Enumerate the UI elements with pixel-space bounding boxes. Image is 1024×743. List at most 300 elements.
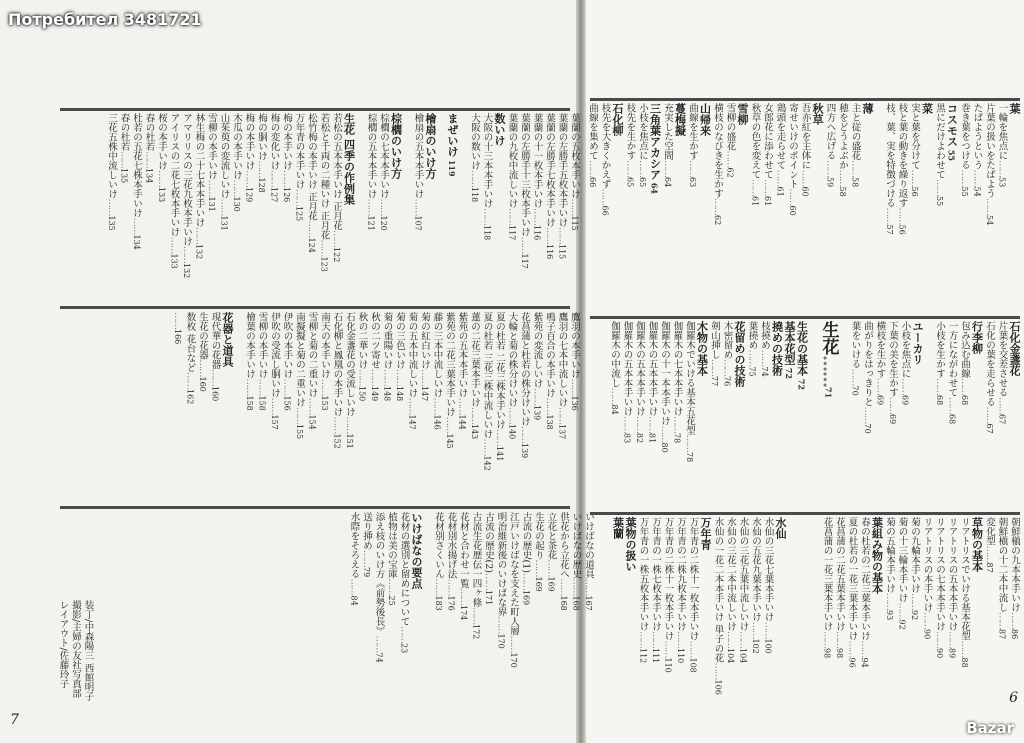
leader-dots: ……: [131, 217, 142, 235]
leader-dots: ……: [544, 227, 555, 244]
toc-entry: [256, 113, 267, 301]
leader-dots: ……: [469, 407, 480, 424]
leader-dots: ……: [331, 416, 343, 434]
toc-entry-title: 送り挿め: [361, 512, 372, 550]
toc-entry-title: 石化金盞花の受流しいけ: [344, 312, 355, 417]
leader-dots: ……: [495, 616, 507, 634]
toc-entry-title: ユーカリ: [911, 321, 924, 365]
toc-entry-title: 伽羅木の五本本手いけ: [634, 321, 645, 416]
toc-entry: [496, 512, 507, 702]
toc-entry: [546, 512, 557, 702]
toc-entry-title: 小枝を生かす: [934, 321, 945, 378]
left-lower-rule: [60, 506, 570, 509]
leader-dots: ……: [659, 425, 670, 443]
leader-dots: ……: [884, 593, 895, 610]
toc-entry: [997, 517, 1008, 707]
page-ref: 108: [688, 657, 698, 673]
toc-entry-title: 小枝を焦点に: [637, 103, 648, 160]
page-ref: 129: [244, 187, 254, 203]
page-ref: 58: [850, 177, 860, 188]
toc-entry: [1009, 517, 1020, 707]
page-ref: 118: [470, 187, 479, 203]
page-ref: 116: [532, 225, 542, 241]
toc-entry: [257, 312, 268, 500]
page-ref: 87: [997, 629, 1007, 640]
toc-entry: [850, 321, 861, 507]
toc-entry-title: 充実した空間: [662, 103, 673, 160]
toc-entry-title: 伽羅木の中流し: [609, 321, 620, 388]
toc-entry-title: 大阪の十三本本手いけ: [481, 113, 493, 208]
leader-dots: ……: [369, 369, 380, 386]
page-ref: 65: [638, 177, 647, 188]
leader-dots: ……: [946, 631, 958, 648]
leader-dots: ……: [281, 378, 293, 396]
toc-entry-title: 枝撓め: [759, 321, 770, 350]
toc-entry-title: 小枝を焦点に: [899, 321, 911, 378]
page-ref: 116: [545, 244, 554, 260]
toc-entry-title: リアトリスでいける基本花型: [959, 517, 970, 641]
leader-dots: ……: [621, 416, 633, 433]
leader-dots: ……: [456, 397, 468, 415]
leader-dots: ……: [412, 198, 424, 216]
toc-entry: [403, 113, 411, 301]
toc-entry: [571, 512, 582, 702]
toc-entry: [663, 517, 674, 717]
page-ref: 62: [725, 167, 735, 178]
toc-heading: [784, 321, 795, 507]
leader-dots: ……: [331, 230, 342, 248]
toc-entry-title: 鷹羽の七本中流しいけ: [556, 312, 568, 407]
toc-entry: [787, 103, 798, 311]
leader-dots: ……: [244, 378, 255, 396]
toc-entry: [507, 113, 518, 301]
page-ref: 133: [169, 253, 179, 269]
leader-dots: ……: [887, 397, 898, 414]
toc-entry-title: 木物の基本: [695, 321, 709, 376]
leader-dots: ……: [587, 160, 598, 177]
toc-entry-title: 菜: [920, 103, 934, 114]
toc-heading: [1009, 321, 1020, 507]
page-ref: 96: [847, 657, 857, 668]
page-ref: 112: [638, 648, 648, 664]
toc-entry: [557, 312, 568, 500]
toc-entry-title: 石化の葉を走らせる: [984, 321, 995, 407]
toc-entry: [984, 517, 995, 707]
toc-entry-title: 伽羅木の五本本手いけ: [646, 321, 658, 416]
toc-entry: [532, 113, 543, 301]
leader-dots: ……: [256, 160, 267, 178]
toc-entry: [269, 312, 280, 500]
page-ref: 68: [935, 395, 944, 406]
page-ref: 127: [269, 187, 279, 203]
page-ref: 64: [649, 182, 660, 194]
toc-entry-title: 基本花型: [783, 321, 796, 365]
toc-entry: [378, 113, 389, 301]
toc-entry: [558, 512, 569, 702]
leader-dots: ……: [671, 416, 683, 433]
toc-entry-title: アイリスの二花七枚本手いけ: [168, 113, 180, 237]
toc-entry-title: いけばなの要点: [410, 512, 423, 589]
toc-entry-title: 菊の紅白いけ: [419, 312, 430, 369]
toc-entry: [469, 113, 480, 301]
toc-heading: [812, 103, 823, 311]
toc-entry-title: 巻き葉をつける: [959, 103, 970, 170]
toc-entry-title: 万年青の本手いけ: [293, 113, 305, 189]
toc-entry: [282, 312, 293, 500]
toc-entry-title: 石化金盞花: [1008, 321, 1021, 376]
leader-dots: ……: [934, 631, 945, 648]
toc-entry: [959, 517, 970, 707]
leader-dots: ……: [687, 640, 699, 658]
leader-dots: ……: [774, 169, 786, 187]
toc-entry: [750, 103, 761, 311]
toc-heading: [494, 113, 505, 301]
toc-heading: [222, 312, 233, 500]
page-ref: 82: [635, 433, 644, 444]
toc-entry-title: 藤の三本中流しいけ: [431, 312, 443, 398]
leader-dots: ……: [899, 378, 911, 395]
toc-entry-title: 梅の本手いけ: [281, 113, 292, 170]
page-ref: 61: [763, 196, 772, 207]
toc-entry: [319, 312, 330, 500]
toc-entry-title: 桜の本手いけ: [156, 113, 167, 170]
toc-entry-title: 葉撓め: [746, 321, 758, 350]
toc-entry: [934, 321, 945, 507]
leader-dots: ……: [862, 406, 873, 424]
page-ref: 147: [407, 414, 417, 430]
leader-dots: ……: [533, 559, 544, 577]
toc-entry-title: 山帰来: [698, 103, 712, 136]
toc-entry: [231, 113, 242, 301]
leader-dots: ……: [184, 372, 196, 390]
toc-entry-title: 葉をいける: [849, 321, 861, 369]
page-ref: 117: [520, 253, 529, 269]
leader-dots: ……: [206, 179, 217, 197]
page-ref: 151: [345, 433, 354, 449]
credit-cover: 装丁/中森陽三 西館明子: [82, 600, 94, 702]
leader-dots: ……: [394, 369, 405, 386]
toc-entry-title: 鶏頭を走らせて: [774, 103, 786, 170]
page-ref: 69: [875, 395, 885, 406]
toc-entry: [557, 113, 568, 301]
toc-entry: [544, 312, 555, 500]
toc-entry: [399, 512, 410, 702]
leader-dots: ……: [675, 631, 686, 648]
leader-dots: ……: [172, 312, 183, 329]
toc-entry: [800, 103, 811, 311]
toc-entry: [984, 103, 995, 311]
toc-entry: [438, 113, 446, 301]
page-ref: 86: [1010, 629, 1019, 640]
toc-entry: [859, 517, 870, 707]
toc-entry: [583, 512, 594, 702]
page-ref: 115: [570, 215, 579, 231]
page-ref: 71: [823, 387, 834, 399]
toc-entry: [837, 103, 848, 311]
toc-entry-title: 雪柳と菊の二重いけ: [306, 312, 318, 398]
toc-entry-title: 曲がりをはっきりと: [862, 321, 873, 407]
toc-entry-title: 万年青の二株十一枚本手いけ: [687, 517, 699, 641]
toc-entry-title: 秋草: [811, 103, 824, 125]
leader-dots: ……: [268, 170, 280, 187]
toc-entry-title: 葉蘭の左勝手十三枚本手いけ: [519, 113, 530, 237]
toc-entry: [386, 512, 397, 702]
toc-entry-title: 花材別水揚げ法: [445, 512, 457, 579]
watermark-text: Потребител 3481721: [8, 10, 202, 29]
leader-dots: ……: [762, 179, 773, 196]
page-ref: 110: [663, 657, 673, 673]
toc-entry-title: 撓めの技術: [770, 321, 784, 376]
page-ref: 23: [399, 643, 409, 654]
credit-layout: レイアウト/佐藤玲子: [57, 600, 69, 689]
page-ref: 98: [835, 648, 844, 659]
toc-entry: [634, 321, 645, 507]
leader-dots: ……: [406, 397, 418, 415]
page-ref: 168: [559, 595, 568, 611]
page-ref: 143: [470, 424, 479, 440]
toc-heading: [650, 103, 661, 311]
toc-entry: [106, 113, 117, 301]
toc-entry: [809, 321, 817, 507]
leader-dots: ……: [118, 151, 130, 168]
toc-entry-title: たばようという: [971, 103, 983, 170]
page-ref: 142: [482, 455, 492, 471]
leader-dots: ……: [483, 572, 494, 590]
toc-entry: [759, 321, 770, 507]
toc-entry: [897, 103, 908, 311]
toc-entry-title: 伽羅木の五本本手いけ: [621, 321, 633, 416]
page-ref: 131: [219, 215, 229, 231]
toc-entry: [458, 512, 469, 702]
page-ref: 67: [997, 414, 1007, 425]
page-ref: 138: [545, 414, 554, 430]
leader-dots: ……: [821, 631, 833, 648]
toc-entry-title: 朝鮮槇の十二本中流し: [996, 517, 1008, 612]
toc-entry: [508, 512, 519, 702]
toc-entry-title: 包み込む曲線: [959, 321, 970, 378]
toc-entry: [947, 517, 958, 707]
leader-dots: ……: [721, 359, 733, 376]
leader-dots: ……: [470, 607, 482, 624]
toc-entry-title: 伽羅木でいける基本五花型: [684, 321, 695, 435]
page-ref: 93: [885, 610, 894, 621]
toc-entry-title: 黒にだけよわせて: [934, 103, 945, 179]
toc-heading: [697, 321, 708, 507]
toc-entry: [344, 312, 355, 500]
toc-entry-title: 花材の選別と留めについて: [398, 512, 410, 626]
page-ref: 139: [532, 405, 542, 421]
toc-entry: [433, 512, 444, 702]
leader-dots: ……: [996, 160, 1008, 177]
toc-block-right-lower-a: [820, 517, 1020, 707]
toc-entry-title: 棕櫚のいけ方: [389, 113, 403, 179]
toc-entry: [483, 512, 494, 702]
toc-entry: [306, 113, 317, 301]
page-ref: 60: [788, 205, 797, 216]
page-ref: 55: [935, 196, 944, 207]
toc-entry-title: 変化型: [984, 517, 995, 546]
page-ref: 87: [985, 562, 994, 573]
page-ref: 122: [332, 247, 341, 263]
toc-entry-title: 梅の胴いけ: [256, 113, 267, 161]
page-ref: 137: [557, 424, 567, 440]
toc-entry-title: まぜいけ: [446, 113, 459, 157]
site-logo: Bazar: [966, 719, 1014, 737]
leader-dots: ……: [934, 378, 945, 395]
leader-dots: ……: [799, 169, 811, 187]
toc-entry: [494, 312, 505, 500]
toc-entry-title: 四方へ広げる: [824, 103, 836, 160]
toc-entry-title: 雪柳の本手いけ: [256, 312, 268, 379]
toc-entry: [897, 517, 908, 707]
toc-entry-title: 秋の二華いけ: [356, 312, 368, 369]
page-ref: 61: [775, 186, 785, 197]
leader-dots: ……: [709, 359, 720, 376]
page-ref: 77: [710, 376, 719, 387]
toc-entry-title: 生花の基本: [795, 321, 809, 376]
toc-entry: [775, 103, 786, 311]
toc-entry-title: 蓮の二花三葉本手いけ: [469, 312, 480, 407]
page-ref: 55: [946, 149, 957, 161]
toc-entry-title: 葉蘭の左勝手五枚本手いけ: [556, 113, 568, 227]
page-ref: 162: [185, 389, 195, 405]
leader-dots: ……: [909, 169, 920, 187]
toc-entry-title: 夏の杜若の一花三葉本手いけ: [846, 517, 858, 641]
leader-dots: ……: [646, 416, 658, 433]
leader-dots: ……: [849, 160, 861, 177]
toc-entry-title: 秋草の色を変えて: [749, 103, 761, 179]
toc-entry-title: 吾亦紅を主体に: [799, 103, 811, 170]
toc-entry: [357, 312, 368, 500]
toc-entry: [638, 517, 649, 717]
page-ref: 58: [838, 186, 847, 197]
leader-dots: ……: [544, 397, 555, 415]
toc-entry: [244, 312, 255, 500]
credit-photo: 撮影/主婦の友社写真部: [70, 600, 81, 699]
right-mid-rule: [590, 316, 1020, 319]
toc-block-right-lower-b: [611, 517, 786, 717]
toc-entry-title: 水際をそろえる: [348, 512, 360, 579]
page-ref: 140: [507, 424, 517, 440]
toc-entry-title: 若松と千両の二種いけ 正月花: [318, 113, 330, 240]
toc-entry-title: 若松の五本本手いけ 正月花: [331, 113, 342, 231]
toc-entry: [947, 321, 958, 507]
toc-entry: [959, 321, 970, 507]
leader-dots: ……: [787, 188, 798, 206]
toc-entry-title: 紫苑の変流しいけ: [531, 312, 543, 388]
page-ref: 104: [726, 648, 735, 664]
toc-heading: [411, 512, 422, 702]
toc-heading: [700, 517, 711, 717]
leader-dots: ……: [724, 150, 736, 168]
right-lower-rule: [590, 512, 1020, 515]
page-ref: 61: [750, 196, 760, 207]
toc-entry: [738, 517, 749, 717]
leader-dots: ……: [193, 227, 205, 244]
toc-entry-title: 枝先を大きくかえず: [599, 103, 611, 189]
page-ref: 118: [482, 225, 492, 241]
toc-entry-title: 生花 四季の作例集: [342, 113, 356, 205]
leader-dots: ……: [737, 631, 749, 648]
toc-entry-title: 片葉の扱いをたばよう: [984, 103, 995, 198]
toc-entry-title: 葉物の扱い: [624, 517, 637, 572]
toc-heading: [922, 103, 933, 311]
page-ref: 83: [622, 433, 632, 444]
page-ref: 117: [507, 225, 517, 241]
toc-entry-title: 女郎花に添わせて: [762, 103, 773, 179]
toc-entry: [131, 113, 142, 301]
toc-heading: [775, 517, 786, 717]
toc-heading: [675, 103, 686, 311]
toc-entry-title: 万年青: [699, 517, 712, 550]
page-ref: 139: [520, 443, 529, 459]
toc-entry-title: 生花の起り: [533, 512, 544, 560]
toc-entry-title: 葉蘭: [611, 517, 625, 539]
page-ref: 126: [282, 187, 291, 203]
page-ref: 56: [910, 186, 919, 197]
toc-entry: [356, 113, 364, 301]
toc-entry-title: リアトリスの七本本手いけ: [934, 517, 945, 631]
toc-entry-title: 万年青の二株九枚本手いけ: [675, 517, 686, 631]
page-ref: 128: [257, 177, 266, 193]
toc-entry-title: 葉蘭の九枚中流しいけ: [506, 113, 518, 208]
toc-entry-title: 花菖蒲の一花三葉本手いけ: [821, 517, 833, 631]
page-ref: 104: [738, 648, 748, 664]
leader-dots: ……: [458, 588, 469, 605]
toc-heading: [1009, 103, 1020, 311]
page-ref: 84: [349, 595, 359, 606]
leader-dots: ……: [520, 572, 532, 590]
page-ref: 62: [713, 215, 722, 226]
toc-entry-title: 紫苑の五本本手いけ: [456, 312, 468, 398]
toc-entry: [432, 312, 443, 500]
page-ref: 155: [295, 424, 304, 440]
toc-entry: [934, 517, 945, 707]
leader-dots: ……: [209, 369, 221, 386]
toc-entry-title: 万年青の一株五枚本手いけ: [637, 517, 649, 631]
page-ref: 148: [382, 386, 392, 402]
toc-entry-title: 伊吹の本手いけ: [281, 312, 293, 379]
page-ref: 130: [232, 196, 241, 212]
leader-dots: ……: [306, 397, 318, 415]
toc-entry: [446, 512, 457, 702]
toc-entry-title: 菊の五輪本手いけ: [884, 517, 895, 593]
leader-dots: ……: [231, 179, 242, 197]
toc-entry: [424, 512, 432, 702]
page-ref: 102: [751, 638, 760, 654]
toc-heading: [625, 517, 636, 717]
toc-entry: [688, 517, 699, 717]
toc-entry-title: 葉組み物の基本: [870, 517, 884, 594]
toc-entry: [747, 321, 758, 507]
toc-entry-title: 夏の杜若 三花三株中流しいけ: [481, 312, 493, 439]
toc-entry: [382, 312, 393, 500]
toc-entry: [532, 312, 543, 500]
leader-dots: ……: [624, 160, 636, 177]
leader-dots: ……: [243, 170, 255, 187]
toc-entry: [900, 321, 911, 507]
toc-entry-title: 石化柳と鳳凰の本手いけ: [331, 312, 343, 417]
leader-dots: ……: [971, 169, 983, 187]
page-ref: 166: [173, 329, 182, 345]
leader-dots: ……: [959, 169, 970, 187]
toc-entry: [712, 103, 723, 311]
toc-entry: [394, 312, 405, 500]
leader-dots: ……: [306, 220, 317, 238]
toc-entry-title: 三角葉アカシア: [648, 103, 662, 180]
leader-dots: ……: [759, 349, 770, 367]
toc-entry: [482, 312, 493, 500]
